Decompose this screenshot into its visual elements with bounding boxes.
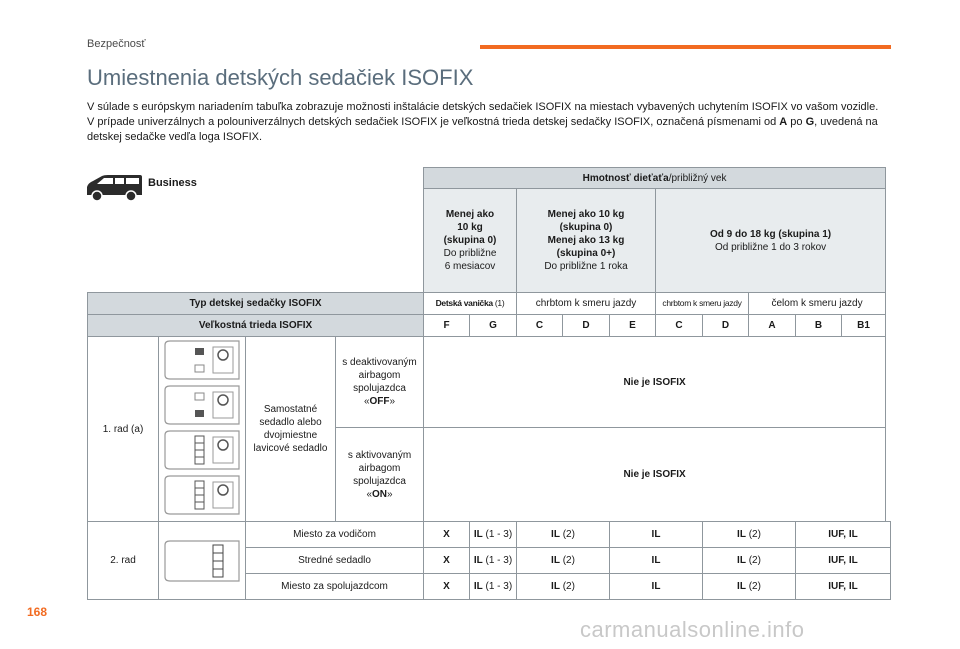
type-carrycot: Detská vanička (1) xyxy=(424,293,517,315)
rear-place-0: Miesto za vodičom xyxy=(246,522,424,548)
rear-0-carrycot: X xyxy=(424,522,470,548)
front-seat-description: Samostatné sedadlo alebo dvojmiestne lavicové sedadlo xyxy=(246,337,336,522)
section-title: Bezpečnosť xyxy=(87,38,146,50)
size-class: E xyxy=(610,315,656,337)
row2-label: 2. rad xyxy=(88,522,159,600)
seat-diagram-1 xyxy=(165,341,239,379)
rear-1-carrycot: X xyxy=(424,548,470,574)
rear-1-ec: IL xyxy=(610,548,703,574)
rear-1-forward: IUF, IL xyxy=(796,548,891,574)
size-class: F xyxy=(424,315,470,337)
rear-1-da: IL (2) xyxy=(703,548,796,574)
rear-0-cd: IL (2) xyxy=(517,522,610,548)
size-class: B1 xyxy=(842,315,886,337)
front-seat-icons xyxy=(161,339,243,519)
rear-0-g: IL (1 - 3) xyxy=(470,522,517,548)
rear-2-forward: IUF, IL xyxy=(796,574,891,600)
rear-2-g: IL (1 - 3) xyxy=(470,574,517,600)
group-0plus-header: Menej ako 10 kg (skupina 0) Menej ako 13 kg (skupina 0+) Do približne 1 roka xyxy=(517,189,656,293)
seat-diagram-2 xyxy=(165,386,239,424)
size-class: D xyxy=(563,315,610,337)
size-class: C xyxy=(517,315,563,337)
intro-paragraph-1: V súlade s európskym nariadením tabuľka zobrazuje možnosti inštalácie detských sedačiek ISOFIX na miestach vybavených uchytením ISOFIX vo vašom vozidle. xyxy=(87,101,879,113)
front-seats-diagram xyxy=(159,337,246,522)
intro-paragraph-2: V prípade univerzálnych a polouniverzálnych detských sedačiek ISOFIX je veľkostná trieda detskej sedačky ISOFIX, označená písmenami od A po G, uvedená na detskej sedačke vedľa loga ISOFIX. xyxy=(87,116,878,143)
rear-0-forward: IUF, IL xyxy=(796,522,891,548)
type-rear-facing-2: chrbtom k smeru jazdy xyxy=(656,293,749,315)
header-accent-bar xyxy=(480,45,891,49)
rear-0-da: IL (2) xyxy=(703,522,796,548)
rear-2-ec: IL xyxy=(610,574,703,600)
size-class: G xyxy=(470,315,517,337)
weight-header: Hmotnosť dieťaťa/približný vek xyxy=(424,168,886,189)
airbag-off-condition: s deaktivovaným airbagom spolujazdca «OFF» xyxy=(336,337,424,428)
rear-place-2: Miesto za spolujazdcom xyxy=(246,574,424,600)
rear-place-1: Stredné sedadlo xyxy=(246,548,424,574)
size-class: A xyxy=(749,315,796,337)
type-rear-facing-1: chrbtom k smeru jazdy xyxy=(517,293,656,315)
rear-2-da: IL (2) xyxy=(703,574,796,600)
size-label: Veľkostná trieda ISOFIX xyxy=(88,315,424,337)
intro-text xyxy=(87,100,897,145)
airbag-on-condition: s aktivovaným airbagom spolujazdca «ON» xyxy=(336,428,424,522)
rear-2-cd: IL (2) xyxy=(517,574,610,600)
vehicle-label: Business xyxy=(148,177,197,189)
rear-1-g: IL (1 - 3) xyxy=(470,548,517,574)
size-class: D xyxy=(703,315,749,337)
row1-label: 1. rad (a) xyxy=(88,337,159,522)
rear-0-ec: IL xyxy=(610,522,703,548)
watermark: carmanualsonline.info xyxy=(580,617,805,642)
rear-1-cd: IL (2) xyxy=(517,548,610,574)
type-forward-facing: čelom k smeru jazdy xyxy=(749,293,886,315)
rear-2-carrycot: X xyxy=(424,574,470,600)
seat-diagram-4 xyxy=(165,476,239,514)
size-class: C xyxy=(656,315,703,337)
seat-diagram-3 xyxy=(165,431,239,469)
group-1-header: Od 9 do 18 kg (skupina 1) Od približne 1 do 3 rokov xyxy=(656,189,886,293)
isofix-table xyxy=(87,167,891,600)
group-0-header: Menej ako 10 kg (skupina 0) Do približne 6 mesiacov xyxy=(424,189,517,293)
airbag-on-result: Nie je ISOFIX xyxy=(424,428,886,522)
type-label: Typ detskej sedačky ISOFIX xyxy=(88,293,424,315)
page-title: Umiestnenia detských sedačiek ISOFIX xyxy=(87,65,474,90)
page-number: 168 xyxy=(27,605,48,619)
rear-seats-diagram xyxy=(159,522,246,600)
rear-seat-icon xyxy=(161,539,243,583)
airbag-off-result: Nie je ISOFIX xyxy=(424,337,886,428)
size-class: B xyxy=(796,315,842,337)
